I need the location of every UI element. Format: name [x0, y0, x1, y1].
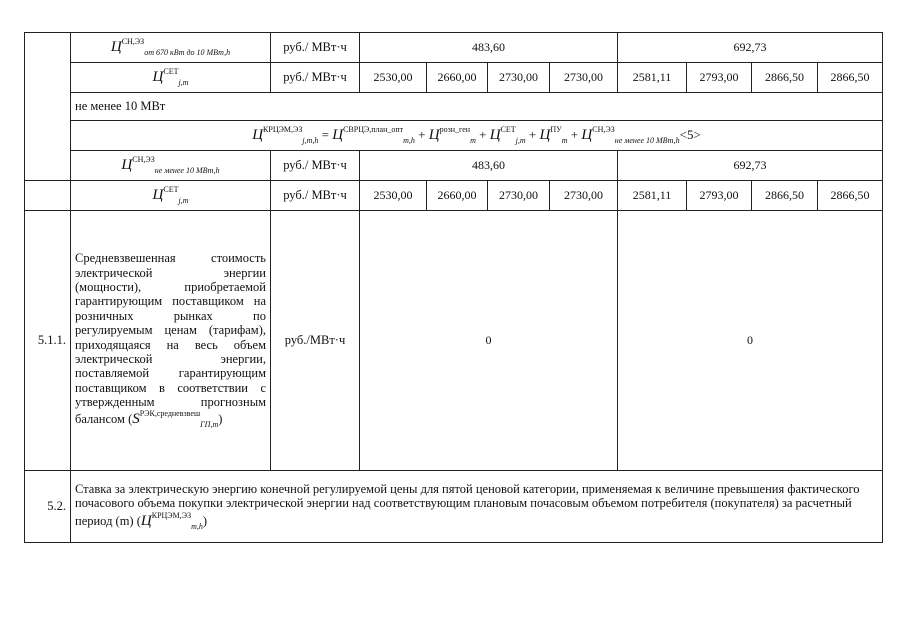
value-cell: 2866,50 [752, 63, 818, 93]
price-symbol: Ц [140, 512, 152, 529]
formula-cell [71, 151, 271, 181]
formula-cell [71, 33, 271, 63]
subscript: не менее 10 МВт,h [154, 166, 220, 176]
superscript: СВРЦЭ,план_опт [343, 125, 404, 135]
formula-cell [71, 63, 271, 93]
price-symbol: Ц [332, 127, 344, 144]
plus-sign: + [479, 127, 487, 143]
description-text: Средневзвешенная стоимость электрической энергии (мощности), приобретаемой гарантирующим поставщиком на розничных рынках по регулируемым ценам (тарифам), приходящаяся на весь объем электрической энергии, поставляемой гарантирующим поставщиком в соответствии с утвержденным прогнозным балансом ( [75, 251, 266, 427]
value-cell: 2660,00 [427, 181, 488, 211]
table-row [25, 93, 883, 121]
table-row [25, 471, 883, 543]
unit-cell: руб./ МВт·ч [271, 33, 360, 63]
value-cell: 0 [618, 211, 883, 471]
value-cell: 2730,00 [488, 181, 550, 211]
subscript: от 670 кВт до 10 МВт,h [144, 48, 231, 58]
value-cell: 2866,50 [752, 181, 818, 211]
subscript: j,m,h [302, 136, 319, 146]
description-text: Ставка за электрическую энергию конечной регулируемой цены для пятой ценовой категории, применяемая к величине превышения фактического почасового объема покупки электрической энергии над соответствующим плановым почасовым объемом потребителя (покупателя) за расчетный период (m) ( [75, 482, 860, 528]
subscript: ГП,m [200, 420, 219, 430]
footnote-ref: <5> [679, 127, 701, 143]
plus-sign: + [570, 127, 579, 143]
equals-sign: = [321, 127, 329, 143]
category-heading: не менее 10 МВт [71, 93, 883, 121]
close-paren: ) [202, 513, 208, 528]
superscript: КРЦЭМ,ЭЗ [151, 510, 192, 520]
subscript: j,m [178, 78, 189, 88]
value-cell: 0 [360, 211, 618, 471]
price-symbol: Ц [489, 127, 501, 144]
formula-cell [71, 181, 271, 211]
price-symbol: Ц [110, 39, 122, 56]
section-description [71, 471, 883, 543]
table-row [25, 151, 883, 181]
value-cell: 2581,11 [618, 181, 687, 211]
section-number: 5.1.1. [25, 211, 71, 471]
unit-cell: руб./ МВт·ч [271, 181, 360, 211]
price-symbol: Ц [152, 69, 164, 86]
subscript: m,h [403, 136, 415, 146]
value-cell: 2793,00 [687, 63, 752, 93]
superscript: РЭК,средневзвеш [139, 409, 201, 419]
table-row [25, 63, 883, 93]
price-symbol: Ц [152, 187, 164, 204]
superscript: СН,ЭЗ [132, 155, 155, 165]
value-cell: 2530,00 [360, 181, 427, 211]
value-cell: 2866,50 [818, 181, 883, 211]
superscript: СЕТ [163, 67, 179, 77]
subscript: m,h [191, 521, 203, 531]
price-symbol: Ц [581, 127, 593, 144]
unit-cell: руб./ МВт·ч [271, 63, 360, 93]
value-cell: 2793,00 [687, 181, 752, 211]
table-row [25, 211, 883, 471]
price-symbol: Ц [252, 127, 264, 144]
value-cell: 2530,00 [360, 63, 427, 93]
plus-sign: + [418, 127, 426, 143]
value-cell: 2730,00 [550, 63, 618, 93]
subscript: не менее 10 МВт,h [614, 136, 680, 146]
section-number: 5.2. [25, 471, 71, 543]
empty-number-cell [25, 33, 71, 181]
value-cell: 483,60 [360, 33, 618, 63]
plus-sign: + [528, 127, 537, 143]
superscript: розн_ген [439, 125, 471, 135]
section-description [71, 211, 271, 471]
subscript: m [561, 136, 568, 146]
subscript: m [470, 136, 476, 146]
cost-symbol: S [132, 411, 140, 428]
unit-cell: руб./МВт·ч [271, 211, 360, 471]
price-symbol: Ц [121, 157, 133, 174]
subscript: j,m [178, 196, 189, 206]
superscript: ПУ [550, 125, 562, 135]
table-row [25, 181, 883, 211]
price-symbol: Ц [539, 127, 551, 144]
empty-number-cell [25, 181, 71, 211]
value-cell: 2730,00 [550, 181, 618, 211]
superscript: СН,ЭЗ [121, 37, 145, 47]
formula-line [71, 121, 883, 151]
value-cell: 483,60 [360, 151, 618, 181]
superscript: СЕТ [500, 125, 516, 135]
unit-cell: руб./ МВт·ч [271, 151, 360, 181]
value-cell: 692,73 [618, 33, 883, 63]
value-cell: 2581,11 [618, 63, 687, 93]
superscript: СЕТ [163, 185, 179, 195]
superscript: КРЦЭМ,ЭЗ [263, 125, 303, 135]
tariff-table [24, 32, 883, 543]
value-cell: 2866,50 [818, 63, 883, 93]
superscript: СН,ЭЗ [592, 125, 615, 135]
value-cell: 2730,00 [488, 63, 550, 93]
value-cell: 2660,00 [427, 63, 488, 93]
subscript: j,m [515, 136, 526, 146]
value-cell: 692,73 [618, 151, 883, 181]
close-paren: ) [218, 412, 223, 427]
table-row [25, 33, 883, 63]
price-symbol: Ц [428, 127, 440, 144]
table-row [25, 121, 883, 151]
